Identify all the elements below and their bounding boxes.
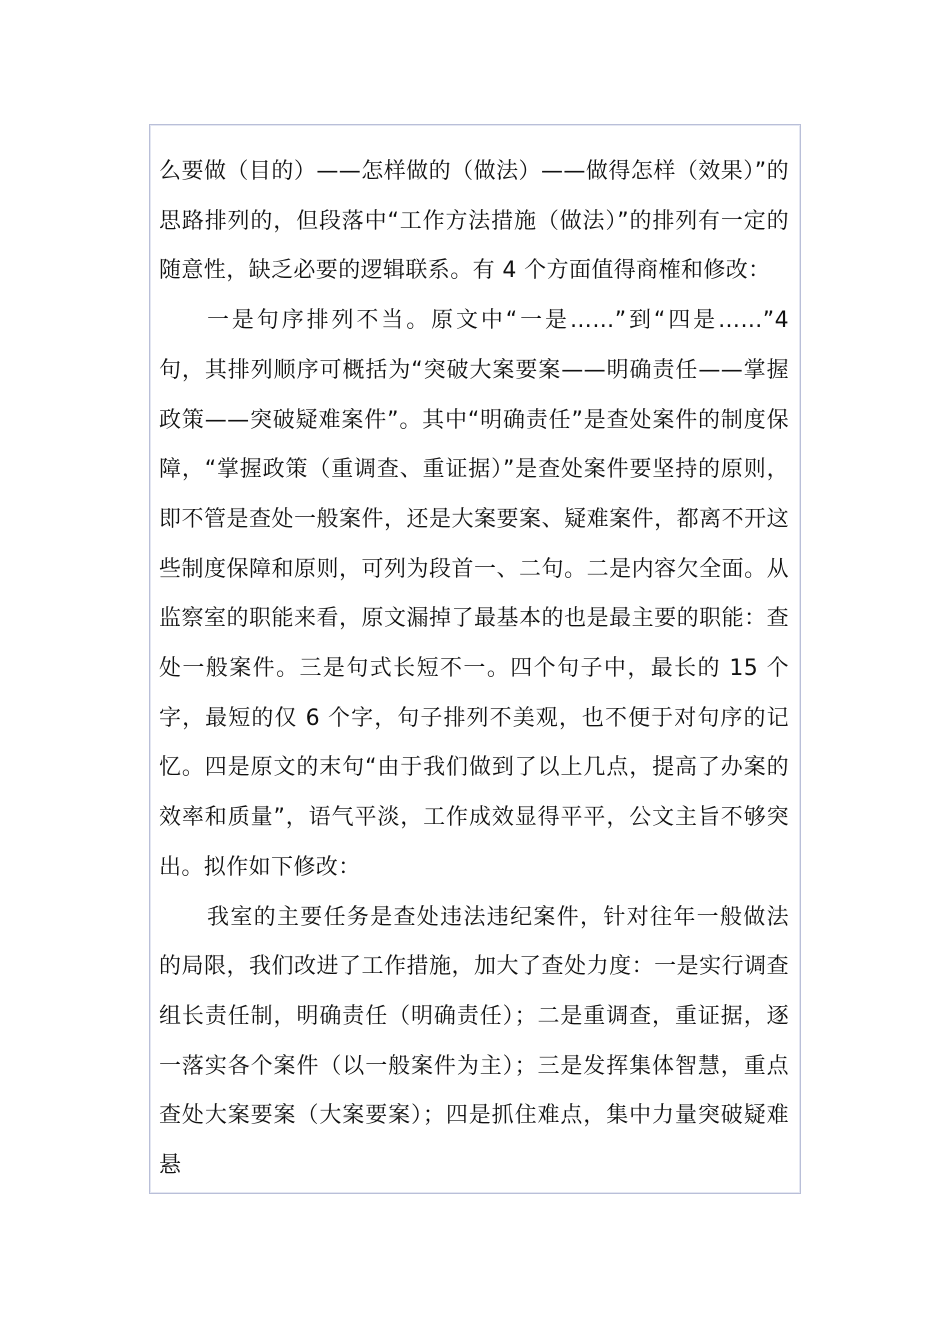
paragraph-analysis: 一是句序排列不当。原文中“一是……”到“四是……”4 句，其排列顺序可概括为“突破大案要案——明确责任——掌握政策——突破疑难案件”。其中“明确责任”是查处案件的制度保障，“掌握政策（重调查、重证据）”是查处案件要坚持的原则，即不管是查处一般案件，还是大案要案、疑难案件，都离不开这些制度保障和原则，可列为段首一、二句。二是内容欠全面。从监察室的职能来看，原文漏掉了最基本的也是最主要的职能：查处一般案件。三是句式长短不一。四个句子中，最长的 15 个字，最短的仅 6 个字，句子排列不美观，也不便于对句序的记忆。四是原文的末句“由于我们做到了以上几点，提高了办案的效率和质量”，语气平淡，工作成效显得平平，公文主旨不够突出。拟作如下修改： <box>159 308 789 880</box>
document-page <box>149 124 801 1194</box>
paragraph-continuation: 么要做（目的）——怎样做的（做法）——做得怎样（效果）”的思路排列的，但段落中“工作方法措施（做法）”的排列有一定的随意性，缺乏必要的逻辑联系。有 4 个方面值得商榷和修改： <box>159 159 789 284</box>
document-body <box>159 147 789 1191</box>
paragraph-revision: 我室的主要任务是查处违法违纪案件，针对往年一般做法的局限，我们改进了工作措施，加大了查处力度：一是实行调查组长责任制，明确责任（明确责任）；二是重调查，重证据，逐一落实各个案件（以一般案件为主）；三是发挥集体智慧，重点查处大案要案（大案要案）；四是抓住难点，集中力量突破疑难悬 <box>159 904 789 1179</box>
